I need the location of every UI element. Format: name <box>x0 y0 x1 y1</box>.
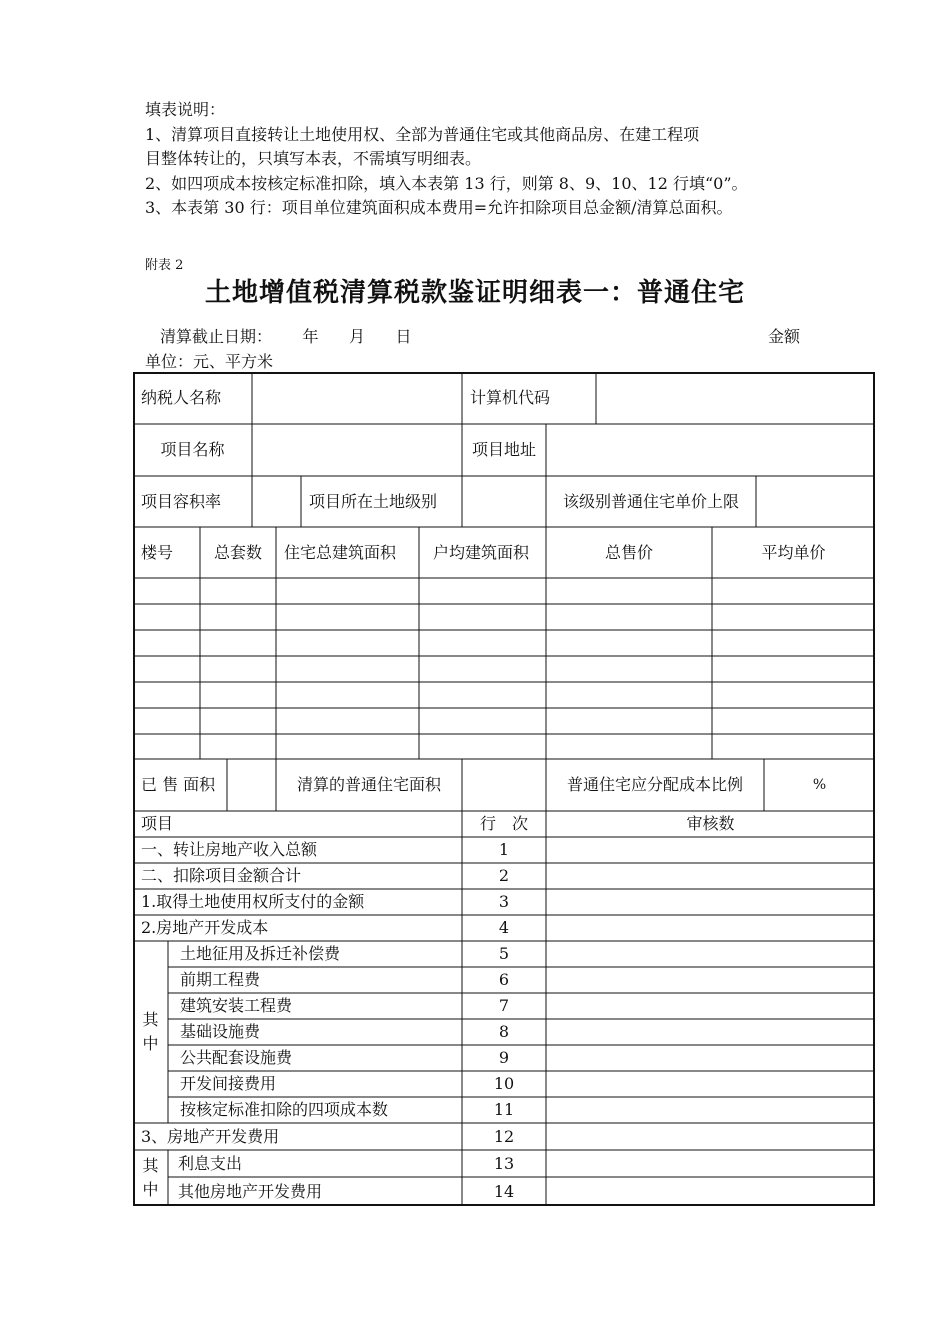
item-label: 公共配套设施费 <box>180 1048 293 1067</box>
line-number: 10 <box>493 1074 515 1093</box>
line-number-header: 行 次 <box>479 814 528 833</box>
form-title: 土地增值税清算税款鉴证明细表一：普通住宅 <box>204 278 745 308</box>
group-of-which-label: 其中 <box>142 1010 159 1053</box>
percent-sign: % <box>812 777 827 793</box>
plot-ratio-field[interactable] <box>252 476 301 527</box>
audit-amount-field[interactable] <box>546 993 875 1019</box>
group-of-which-label: 其中 <box>142 1156 159 1199</box>
line-number: 2 <box>498 866 510 885</box>
note-line-4: 3、本表第 30 行：项目单位建筑面积成本费用=允许扣除项目总金额/清算总面积。 <box>145 198 733 217</box>
item-header: 项目 <box>141 814 174 833</box>
audit-amount-field[interactable] <box>546 889 875 915</box>
audit-amount-field[interactable] <box>546 863 875 889</box>
sold-area-label: 已 售 面积 <box>141 775 216 794</box>
item-label: 其他房地产开发费用 <box>178 1181 323 1201</box>
audit-amount-field[interactable] <box>546 941 875 967</box>
col-total-units: 总套数 <box>213 542 262 562</box>
item-label: 基础设施费 <box>180 1022 261 1041</box>
project-name-label: 项目名称 <box>160 440 225 459</box>
line-number: 13 <box>493 1153 515 1173</box>
line-number: 3 <box>498 892 510 911</box>
item-label: 开发间接费用 <box>180 1074 277 1093</box>
computer-code-label: 计算机代码 <box>470 388 551 407</box>
settled-area-field[interactable] <box>462 759 546 811</box>
line-number: 7 <box>498 996 510 1015</box>
audit-amount-field[interactable] <box>546 1123 875 1150</box>
amount-label: 金额 <box>768 327 801 346</box>
project-address-field[interactable] <box>546 424 875 476</box>
settled-area-label: 清算的普通住宅面积 <box>296 775 441 794</box>
note-line-1: 1、清算项目直接转让土地使用权、全部为普通住宅或其他商品房、在建工程项 <box>145 124 700 144</box>
col-average-price: 平均单价 <box>761 542 826 562</box>
line-number: 4 <box>498 918 510 937</box>
plot-ratio-label: 项目容积率 <box>141 491 222 511</box>
line-number: 8 <box>498 1022 510 1041</box>
line-number: 6 <box>498 970 510 989</box>
settlement-date-line: 清算截止日期： 年 月 日 <box>160 327 412 346</box>
audit-amount-field[interactable] <box>546 1019 875 1045</box>
item-label: 1.取得土地使用权所支付的金额 <box>141 892 365 911</box>
line-number: 12 <box>493 1126 515 1146</box>
line-number: 14 <box>493 1181 515 1201</box>
attachment-label: 附表 2 <box>145 258 184 273</box>
item-label: 按核定标准扣除的四项成本数 <box>180 1100 389 1119</box>
audit-amount-header: 审核数 <box>686 814 735 833</box>
cost-ratio-label: 普通住宅应分配成本比例 <box>566 775 743 794</box>
note-line-2: 目整体转让的，只填写本表，不需填写明细表。 <box>145 149 482 168</box>
price-cap-field[interactable] <box>756 476 875 527</box>
note-line-3: 2、如四项成本按核定标准扣除，填入本表第 13 行，则第 8、9、10、12 行填“0”。 <box>145 173 748 193</box>
audit-amount-field[interactable] <box>546 1177 875 1206</box>
taxpayer-name-label: 纳税人名称 <box>141 388 222 407</box>
land-grade-label: 项目所在土地级别 <box>309 491 438 511</box>
col-building-no: 楼号 <box>141 542 174 562</box>
price-cap-label: 该级别普通住宅单价上限 <box>562 491 739 511</box>
audit-amount-field[interactable] <box>546 1045 875 1071</box>
project-address-label: 项目地址 <box>471 440 536 459</box>
line-number: 9 <box>498 1048 510 1067</box>
item-label: 利息支出 <box>178 1153 243 1173</box>
item-label: 土地征用及拆迁补偿费 <box>180 944 341 963</box>
taxpayer-name-field[interactable] <box>252 372 462 424</box>
audit-amount-field[interactable] <box>546 837 875 863</box>
audit-amount-field[interactable] <box>546 915 875 941</box>
col-total-floor-area: 住宅总建筑面积 <box>284 542 397 562</box>
audit-amount-field[interactable] <box>546 967 875 993</box>
filling-instructions <box>145 98 825 221</box>
item-label: 前期工程费 <box>180 970 261 989</box>
col-avg-unit-area: 户均建筑面积 <box>433 542 530 562</box>
notes-heading: 填表说明： <box>145 100 226 119</box>
sold-area-field[interactable] <box>227 759 276 811</box>
col-total-price: 总售价 <box>604 542 653 562</box>
audit-amount-field[interactable] <box>546 1097 875 1123</box>
unit-label: 单位：元、平方米 <box>145 352 274 371</box>
item-label: 建筑安装工程费 <box>180 996 293 1015</box>
item-label: 3、房地产开发费用 <box>141 1126 280 1146</box>
line-number: 11 <box>493 1100 515 1119</box>
land-grade-field[interactable] <box>462 476 546 527</box>
audit-amount-field[interactable] <box>546 1071 875 1097</box>
audit-detail-table <box>133 372 875 1206</box>
audit-amount-field[interactable] <box>546 1150 875 1177</box>
item-label: 2.房地产开发成本 <box>141 918 269 937</box>
project-name-field[interactable] <box>252 424 462 476</box>
line-number: 1 <box>498 840 510 859</box>
line-number: 5 <box>498 944 510 963</box>
item-label: 二、扣除项目金额合计 <box>141 866 302 885</box>
computer-code-field[interactable] <box>596 372 875 424</box>
item-label: 一、转让房地产收入总额 <box>141 840 318 859</box>
